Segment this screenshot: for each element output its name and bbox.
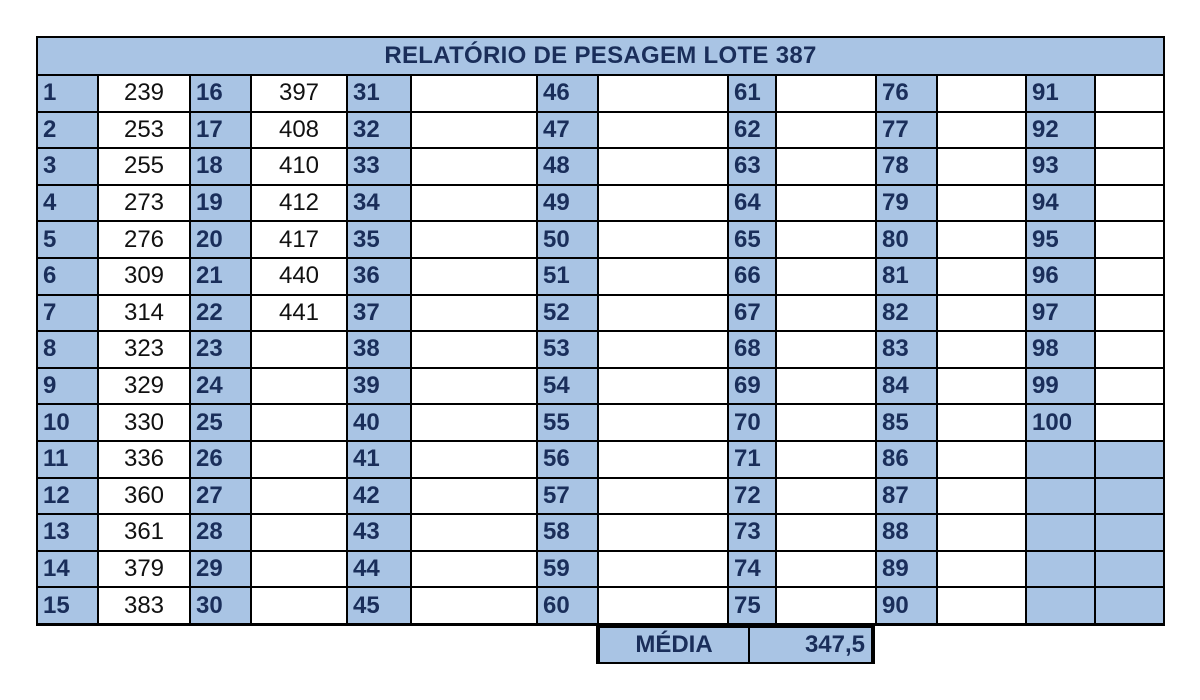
lot-number-cell: 87 — [877, 479, 936, 514]
lot-number-cell: 61 — [729, 76, 775, 111]
lot-number-cell: 55 — [538, 405, 597, 440]
lot-number-cell: 89 — [877, 552, 936, 587]
lot-number-cell: 36 — [348, 259, 410, 294]
weight-cell — [777, 222, 875, 257]
lot-number-cell — [1027, 442, 1094, 477]
weight-cell — [938, 149, 1025, 184]
lot-number-cell: 23 — [191, 332, 250, 367]
lot-number-cell: 51 — [538, 259, 597, 294]
lot-number-cell: 30 — [191, 588, 250, 623]
lot-number-cell: 68 — [729, 332, 775, 367]
lot-number-cell: 95 — [1027, 222, 1094, 257]
lot-number-cell: 13 — [38, 515, 97, 550]
weight-cell — [599, 186, 727, 221]
lot-number-cell: 97 — [1027, 296, 1094, 331]
weight-cell — [777, 369, 875, 404]
lot-number-cell: 49 — [538, 186, 597, 221]
lot-number-cell: 19 — [191, 186, 250, 221]
lot-number-cell: 63 — [729, 149, 775, 184]
weight-cell — [1096, 332, 1163, 367]
weight-cell — [599, 149, 727, 184]
lot-number-cell: 12 — [38, 479, 97, 514]
weight-cell — [252, 479, 346, 514]
lot-number-cell: 1 — [38, 76, 97, 111]
weight-cell — [412, 186, 536, 221]
weight-cell: 379 — [99, 552, 189, 587]
lot-number-cell — [1027, 588, 1094, 623]
lot-number-cell — [1027, 552, 1094, 587]
weight-cell — [412, 113, 536, 148]
lot-number-cell: 67 — [729, 296, 775, 331]
lot-number-cell: 57 — [538, 479, 597, 514]
lot-number-cell: 20 — [191, 222, 250, 257]
average-value: 347,5 — [750, 628, 871, 662]
weight-cell — [938, 515, 1025, 550]
report-title: RELATÓRIO DE PESAGEM LOTE 387 — [38, 38, 1163, 74]
weight-cell — [777, 296, 875, 331]
weight-cell — [938, 369, 1025, 404]
weight-cell — [938, 552, 1025, 587]
weight-cell — [1096, 552, 1163, 587]
weight-cell — [599, 259, 727, 294]
average-label: MÉDIA — [600, 628, 748, 662]
lot-number-cell: 86 — [877, 442, 936, 477]
weight-cell: 329 — [99, 369, 189, 404]
weight-cell — [938, 296, 1025, 331]
lot-number-cell — [1027, 479, 1094, 514]
weight-cell — [412, 515, 536, 550]
weight-cell — [599, 296, 727, 331]
lot-number-cell: 85 — [877, 405, 936, 440]
weight-cell — [412, 588, 536, 623]
weight-cell — [599, 222, 727, 257]
weight-cell: 253 — [99, 113, 189, 148]
weight-cell — [599, 76, 727, 111]
weight-cell: 309 — [99, 259, 189, 294]
lot-number-cell: 71 — [729, 442, 775, 477]
lot-number-cell: 40 — [348, 405, 410, 440]
weight-cell: 397 — [252, 76, 346, 111]
weight-cell — [1096, 259, 1163, 294]
weight-cell — [412, 552, 536, 587]
lot-number-cell: 66 — [729, 259, 775, 294]
weight-cell — [777, 588, 875, 623]
lot-number-cell: 93 — [1027, 149, 1094, 184]
weight-cell — [252, 442, 346, 477]
weight-cell — [777, 76, 875, 111]
weight-cell — [412, 332, 536, 367]
weight-cell — [599, 588, 727, 623]
lot-number-cell: 42 — [348, 479, 410, 514]
weighing-report-table — [36, 36, 1165, 626]
weight-cell: 441 — [252, 296, 346, 331]
weight-cell — [1096, 588, 1163, 623]
lot-number-cell: 38 — [348, 332, 410, 367]
lot-number-cell: 100 — [1027, 405, 1094, 440]
lot-number-cell: 33 — [348, 149, 410, 184]
weight-cell — [777, 186, 875, 221]
weight-cell: 330 — [99, 405, 189, 440]
lot-number-cell: 27 — [191, 479, 250, 514]
lot-number-cell: 16 — [191, 76, 250, 111]
lot-number-cell: 50 — [538, 222, 597, 257]
lot-number-cell: 46 — [538, 76, 597, 111]
weight-cell: 255 — [99, 149, 189, 184]
weight-cell — [412, 222, 536, 257]
weight-cell: 383 — [99, 588, 189, 623]
lot-number-cell: 56 — [538, 442, 597, 477]
lot-number-cell: 8 — [38, 332, 97, 367]
weight-cell — [599, 113, 727, 148]
lot-number-cell: 14 — [38, 552, 97, 587]
weight-cell — [938, 442, 1025, 477]
lot-number-cell: 84 — [877, 369, 936, 404]
lot-number-cell: 52 — [538, 296, 597, 331]
weight-cell — [1096, 296, 1163, 331]
lot-number-cell: 45 — [348, 588, 410, 623]
weight-cell: 412 — [252, 186, 346, 221]
weight-cell — [938, 113, 1025, 148]
weight-cell — [599, 515, 727, 550]
weight-cell — [938, 405, 1025, 440]
weight-cell — [777, 332, 875, 367]
weight-cell — [252, 405, 346, 440]
lot-number-cell: 9 — [38, 369, 97, 404]
lot-number-cell: 18 — [191, 149, 250, 184]
weight-cell — [777, 405, 875, 440]
lot-number-cell — [1027, 515, 1094, 550]
average-summary — [596, 626, 875, 664]
lot-number-cell: 26 — [191, 442, 250, 477]
weight-cell — [412, 405, 536, 440]
lot-number-cell: 53 — [538, 332, 597, 367]
lot-number-cell: 98 — [1027, 332, 1094, 367]
weighing-grid — [38, 76, 1163, 624]
lot-number-cell: 90 — [877, 588, 936, 623]
weight-cell — [938, 479, 1025, 514]
lot-number-cell: 88 — [877, 515, 936, 550]
lot-number-cell: 15 — [38, 588, 97, 623]
weight-cell: 273 — [99, 186, 189, 221]
lot-number-cell: 6 — [38, 259, 97, 294]
weight-cell — [599, 479, 727, 514]
lot-number-cell: 25 — [191, 405, 250, 440]
lot-number-cell: 28 — [191, 515, 250, 550]
weight-cell — [1096, 76, 1163, 111]
lot-number-cell: 70 — [729, 405, 775, 440]
weight-cell — [1096, 442, 1163, 477]
weight-cell — [252, 552, 346, 587]
weight-cell — [1096, 186, 1163, 221]
weight-cell — [777, 149, 875, 184]
weight-cell — [938, 186, 1025, 221]
weight-cell — [412, 259, 536, 294]
weight-cell: 323 — [99, 332, 189, 367]
lot-number-cell: 48 — [538, 149, 597, 184]
lot-number-cell: 32 — [348, 113, 410, 148]
lot-number-cell: 69 — [729, 369, 775, 404]
lot-number-cell: 37 — [348, 296, 410, 331]
weight-cell — [1096, 479, 1163, 514]
lot-number-cell: 39 — [348, 369, 410, 404]
weight-cell — [252, 332, 346, 367]
lot-number-cell: 5 — [38, 222, 97, 257]
weight-cell — [1096, 369, 1163, 404]
weight-cell — [252, 369, 346, 404]
weight-cell — [777, 113, 875, 148]
lot-number-cell: 77 — [877, 113, 936, 148]
lot-number-cell: 99 — [1027, 369, 1094, 404]
lot-number-cell: 92 — [1027, 113, 1094, 148]
lot-number-cell: 41 — [348, 442, 410, 477]
weight-cell: 360 — [99, 479, 189, 514]
weight-cell — [599, 332, 727, 367]
weight-cell — [412, 296, 536, 331]
lot-number-cell: 22 — [191, 296, 250, 331]
lot-number-cell: 4 — [38, 186, 97, 221]
lot-number-cell: 83 — [877, 332, 936, 367]
lot-number-cell: 11 — [38, 442, 97, 477]
lot-number-cell: 72 — [729, 479, 775, 514]
lot-number-cell: 35 — [348, 222, 410, 257]
lot-number-cell: 76 — [877, 76, 936, 111]
lot-number-cell: 58 — [538, 515, 597, 550]
lot-number-cell: 60 — [538, 588, 597, 623]
lot-number-cell: 31 — [348, 76, 410, 111]
lot-number-cell: 75 — [729, 588, 775, 623]
lot-number-cell: 43 — [348, 515, 410, 550]
weight-cell — [599, 405, 727, 440]
weight-cell — [412, 76, 536, 111]
lot-number-cell: 96 — [1027, 259, 1094, 294]
weight-cell — [1096, 405, 1163, 440]
lot-number-cell: 34 — [348, 186, 410, 221]
weight-cell: 336 — [99, 442, 189, 477]
weight-cell — [777, 479, 875, 514]
lot-number-cell: 24 — [191, 369, 250, 404]
lot-number-cell: 62 — [729, 113, 775, 148]
lot-number-cell: 3 — [38, 149, 97, 184]
lot-number-cell: 91 — [1027, 76, 1094, 111]
weight-cell: 410 — [252, 149, 346, 184]
lot-number-cell: 64 — [729, 186, 775, 221]
lot-number-cell: 44 — [348, 552, 410, 587]
weight-cell — [599, 442, 727, 477]
lot-number-cell: 65 — [729, 222, 775, 257]
weight-cell — [938, 76, 1025, 111]
weight-cell — [412, 369, 536, 404]
lot-number-cell: 17 — [191, 113, 250, 148]
weight-cell — [777, 259, 875, 294]
lot-number-cell: 29 — [191, 552, 250, 587]
lot-number-cell: 81 — [877, 259, 936, 294]
lot-number-cell: 82 — [877, 296, 936, 331]
weight-cell: 361 — [99, 515, 189, 550]
lot-number-cell: 10 — [38, 405, 97, 440]
weight-cell — [1096, 515, 1163, 550]
lot-number-cell: 79 — [877, 186, 936, 221]
weight-cell — [777, 552, 875, 587]
lot-number-cell: 21 — [191, 259, 250, 294]
weight-cell — [938, 259, 1025, 294]
weight-cell — [777, 515, 875, 550]
weight-cell — [938, 332, 1025, 367]
weight-cell: 417 — [252, 222, 346, 257]
weight-cell — [1096, 222, 1163, 257]
lot-number-cell: 54 — [538, 369, 597, 404]
weight-cell — [1096, 149, 1163, 184]
weight-cell — [938, 588, 1025, 623]
weight-cell — [599, 552, 727, 587]
weight-cell — [252, 588, 346, 623]
lot-number-cell: 59 — [538, 552, 597, 587]
weight-cell — [1096, 113, 1163, 148]
lot-number-cell: 47 — [538, 113, 597, 148]
weight-cell — [412, 479, 536, 514]
lot-number-cell: 94 — [1027, 186, 1094, 221]
weight-cell — [777, 442, 875, 477]
weight-cell — [938, 222, 1025, 257]
lot-number-cell: 73 — [729, 515, 775, 550]
weight-cell — [252, 515, 346, 550]
weight-cell: 440 — [252, 259, 346, 294]
lot-number-cell: 7 — [38, 296, 97, 331]
lot-number-cell: 74 — [729, 552, 775, 587]
weight-cell: 408 — [252, 113, 346, 148]
weight-cell — [412, 149, 536, 184]
weight-cell — [599, 369, 727, 404]
weight-cell: 239 — [99, 76, 189, 111]
weight-cell: 314 — [99, 296, 189, 331]
lot-number-cell: 80 — [877, 222, 936, 257]
lot-number-cell: 2 — [38, 113, 97, 148]
weight-cell: 276 — [99, 222, 189, 257]
lot-number-cell: 78 — [877, 149, 936, 184]
weight-cell — [412, 442, 536, 477]
